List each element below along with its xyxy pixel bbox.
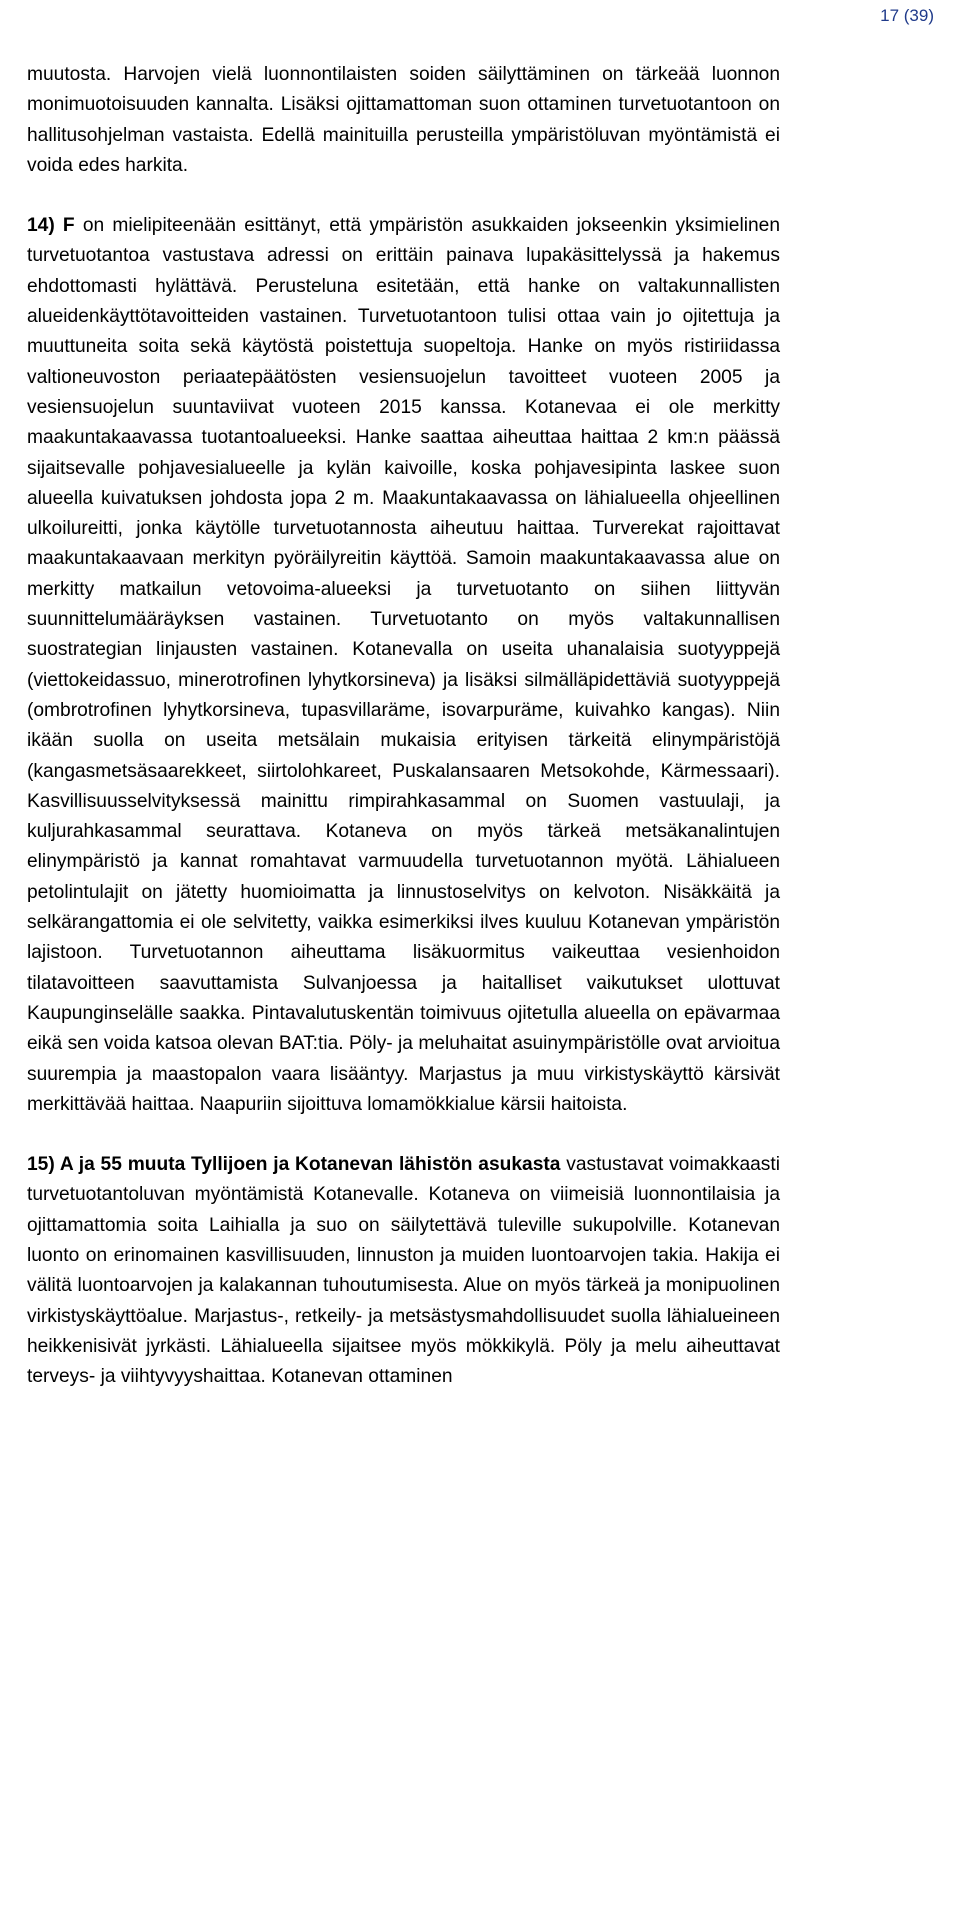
paragraph-text: on mielipiteenään esittänyt, että ympäristön asukkaiden jokseenkin yksimielinen turvetuotantoa vastustava adressi on erittäin painava lupakäsittelyssä ja hakemus ehdottomasti hylättävä. Perusteluna esitetään, että hanke on valtakunnallisten alueidenkäyttötavoitteiden vastainen. Turvetuotantoon tulisi ottaa vain jo ojitettuja ja muuttuneita soita sekä käytöstä poistettuja suopeltoja. Hanke on myös ristiriidassa valtioneuvoston periaatepäätösten vesiensuojelun tavoitteet vuoteen 2005 ja vesiensuojelun suuntaviivat vuoteen 2015 kanssa. Kotanevaa ei ole merkitty maakuntakaavassa tuotantoalueeksi. Hanke saattaa aiheuttaa haittaa 2 km:n päässä sijaitsevalle pohjavesialueelle ja kylän kaivoille, koska pohjavesipinta laskee suon alueella kuivatuksen johdosta jopa 2 m. Maakuntakaavassa on lähialueella ohjeellinen ulkoilureitti, jonka käytölle turvetuotannosta aiheutuu haittaa. Turverekat rajoittavat maakuntakaavaan merkityn pyöräilyreitin käyttöä. Samoin maakuntakaavassa alue on merkitty matkailun vetovoima-alueeksi ja turvetuotanto on siihen liittyvän suunnittelumääräyksen vastainen. Turvetuotanto on myös valtakunnallisen suostrategian linjausten vastainen. Kotanevalla on useita uhanalaisia suotyyppejä (viettokeidassuo, minerotrofinen lyhytkorsineva) ja lisäksi silmälläpidettäviä suotyyppejä (ombrotrofinen lyhytkorsineva, tupasvillaräme, isovarpuräme, kuivahko kangas). Niin ikään suolla on useita metsälain mukaisia erityisen tärkeitä elinympäristöjä (kangasmetsäsaarekkeet, siirtolohkareet, Puskalansaaren Metsokohde, Kärmessaari). Kasvillisuusselvityksessä mainittu rimpirahkasammal on Suomen vastuulaji, ja kuljurahkasammal seurattava. Kotaneva on myös tärkeä metsäkanalintujen elinympäristö ja kannat romahtavat varmuudella turvetuotannon myötä. Lähialueen petolintulajit on jätetty huomioimatta ja linnustoselvitys on kelvoton. Nisäkkäitä ja selkärangattomia ei ole selvitetty, vaikka esimerkiksi ilves kuuluu Kotanevan ympäristön lajistoon. Turvetuotannon aiheuttama lisäkuormitus vaikeuttaa vesienhoidon tilatavoitteen saavuttamista Sulvanjoessa ja haitalliset vaikutukset ulottuvat Kaupunginselälle saakka. Pintavalutuskentän toimivuus ojitetulla alueella on epävarmaa eikä sen voida katsoa olevan BAT:tia. Pöly- ja meluhaitat asuinympäristölle ovat arvioitua suurempia ja maastopalon vaara lisääntyy. Marjastus ja muu virkistyskäyttö kärsivät merkittävää haittaa. Naapuriin sijoittuva lomamökkialue kärsii haitoista. <box>27 215 780 1115</box>
document-body <box>27 60 780 1392</box>
paragraph-text: muutosta. Harvojen vielä luonnontilaisten soiden säilyttäminen on tärkeää luonnon monimuotoisuuden kannalta. Lisäksi ojittamattoman suon ottaminen turvetuotantoon on hallitusohjelman vastaista. Edellä mainituilla perusteilla ympäristöluvan myöntämistä ei voida edes harkita. <box>27 64 780 176</box>
paragraph <box>27 60 780 181</box>
paragraph-14 <box>27 211 780 1120</box>
paragraph-lead: 14) F <box>27 215 75 237</box>
paragraph-lead: 15) A ja 55 muuta Tyllijoen ja Kotanevan lähistön asukasta <box>27 1154 561 1176</box>
page-number: 17 (39) <box>880 6 934 25</box>
paragraph-15 <box>27 1150 780 1392</box>
paragraph-text: vastustavat voimakkaasti turvetuotantoluvan myöntämistä Kotanevalle. Kotaneva on viimeisiä luonnontilaisia ja ojittamattomia soita Laihialla ja suo on säilytettävä tuleville sukupolville. Kotanevan luonto on erinomainen kasvillisuuden, linnuston ja muiden luontoarvojen takia. Hakija ei välitä luontoarvojen ja kalakannan tuhoutumisesta. Alue on myös tärkeä ja monipuolinen virkistyskäyttöalue. Marjastus-, retkeily- ja metsästysmahdollisuudet suolla lähialueineen heikkenisivät jyrkästi. Lähialueella sijaitsee myös mökkikylä. Pöly ja melu aiheuttavat terveys- ja viihtyvyyshaittaa. Kotanevan ottaminen <box>27 1154 780 1388</box>
